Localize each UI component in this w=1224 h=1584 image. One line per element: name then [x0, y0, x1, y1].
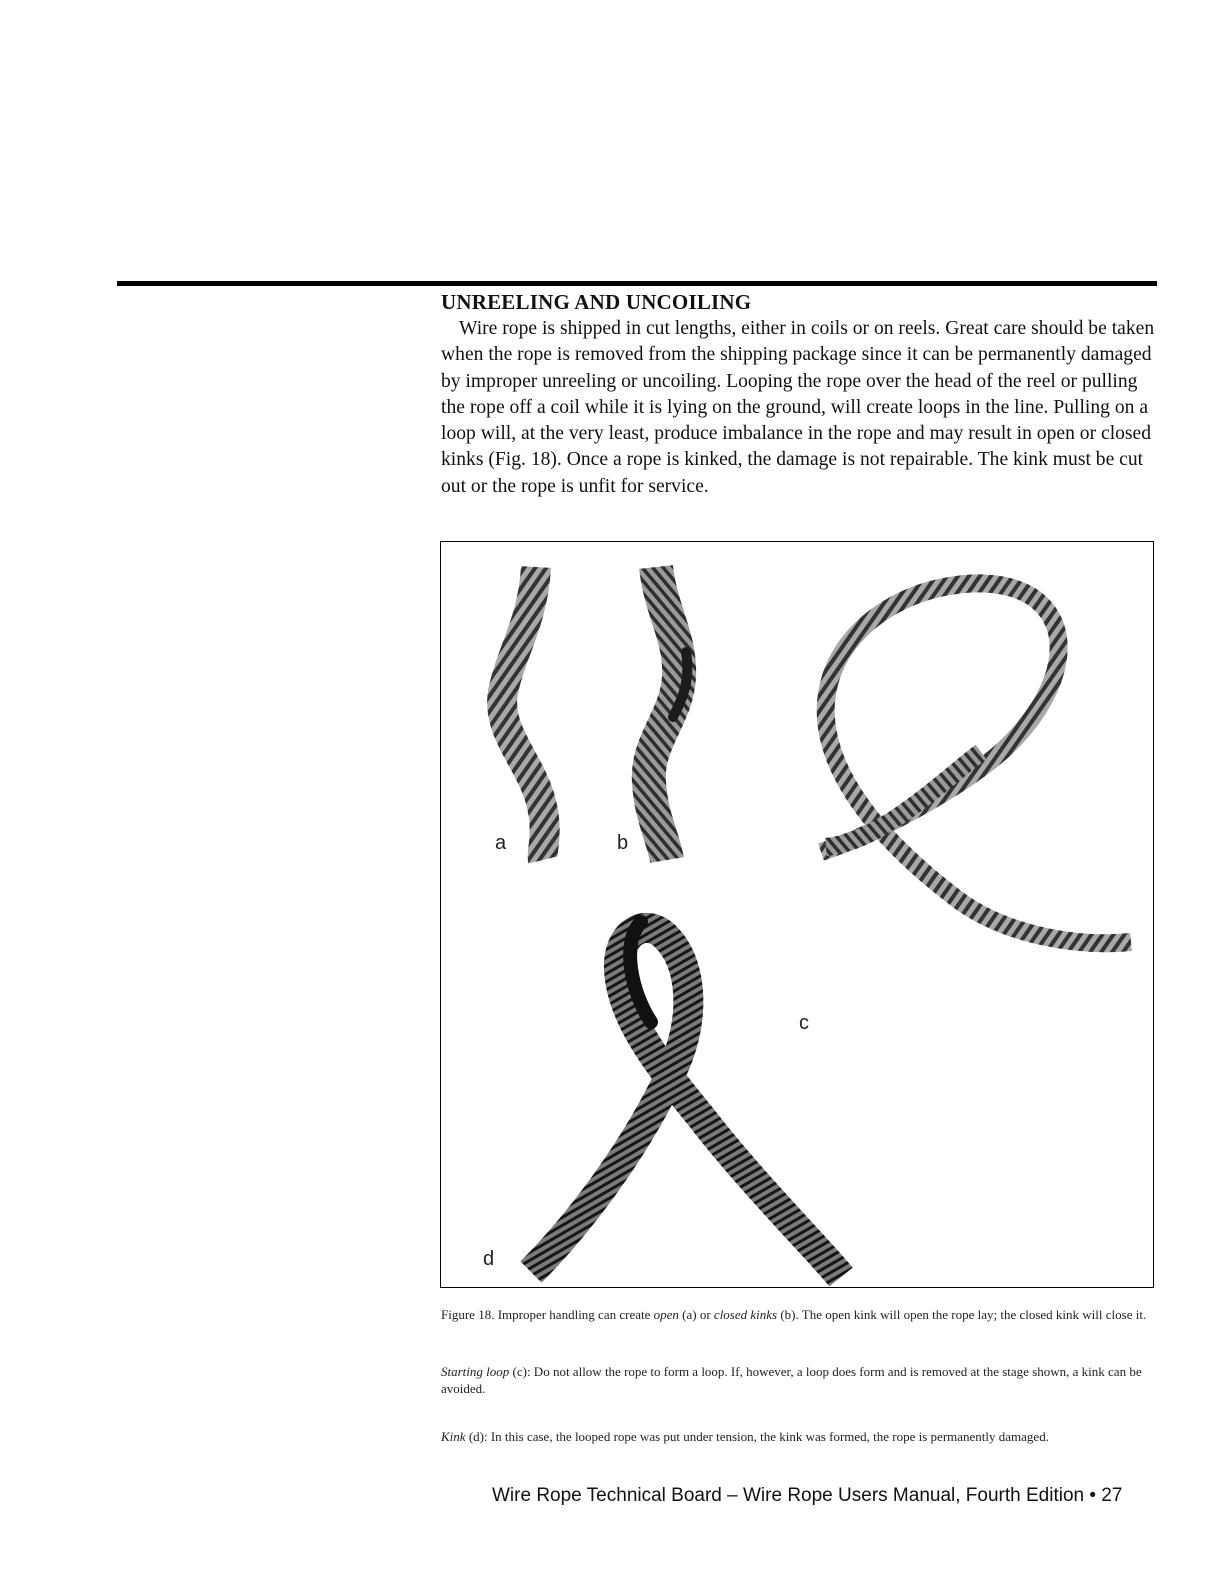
caption-term-kink: Kink [441, 1429, 466, 1444]
caption-term-starting-loop: Starting loop [441, 1364, 510, 1379]
rope-starting-loop-c [821, 583, 1131, 943]
caption-text: (c): Do not allow the rope to form a loop. If, however, a loop does form and is removed at the stage shown, a kink can be avoided. [441, 1364, 1142, 1396]
rope-kink-d [531, 922, 841, 1277]
page-footer: Wire Rope Technical Board – Wire Rope Users Manual, Fourth Edition • 27 [492, 1485, 1123, 1506]
figure-label-b: b [617, 832, 629, 854]
caption-text: (b). The open kink will open the rope lay; the closed kink will close it. [777, 1307, 1147, 1322]
caption-text: (a) or [678, 1307, 714, 1322]
section-paragraph: Wire rope is shipped in cut lengths, either in coils or on reels. Great care should be taken when the rope is removed from the shipping package since it can be permanently damaged by improper unreeling or uncoiling. Looping the rope over the head of the reel or pulling the rope off a coil while it is lying on the ground, will create loops in the line. Pulling on a loop will, at the very least, produce imbalance in the rope and may result in open or closed kinks (Fig. 18). Once a rope is kinked, the damage is not repairable. The kink must be cut out or the rope is unfit for service. [441, 318, 1155, 497]
rope-closed-kink-b [649, 567, 688, 860]
kink-caption [441, 1428, 1156, 1445]
rope-open-kink-a [502, 567, 545, 860]
figure-18 [440, 541, 1154, 1288]
figure-label-d: d [483, 1248, 495, 1270]
caption-text: Figure 18. Improper handling can create [441, 1307, 654, 1322]
figure-caption [441, 1306, 1156, 1323]
figure-label-c: c [799, 1012, 809, 1034]
caption-term-open: open [653, 1307, 679, 1322]
caption-text: (d): In this case, the looped rope was put under tension, the kink was formed, the rope is permanently damaged. [465, 1429, 1049, 1444]
section-title: UNREELING AND UNCOILING [441, 290, 752, 314]
starting-loop-caption [441, 1363, 1156, 1397]
rope-illustration [441, 542, 1155, 1289]
top-rule [117, 281, 1157, 286]
figure-label-a: a [495, 832, 507, 854]
caption-term-closed: closed kinks [713, 1307, 778, 1322]
